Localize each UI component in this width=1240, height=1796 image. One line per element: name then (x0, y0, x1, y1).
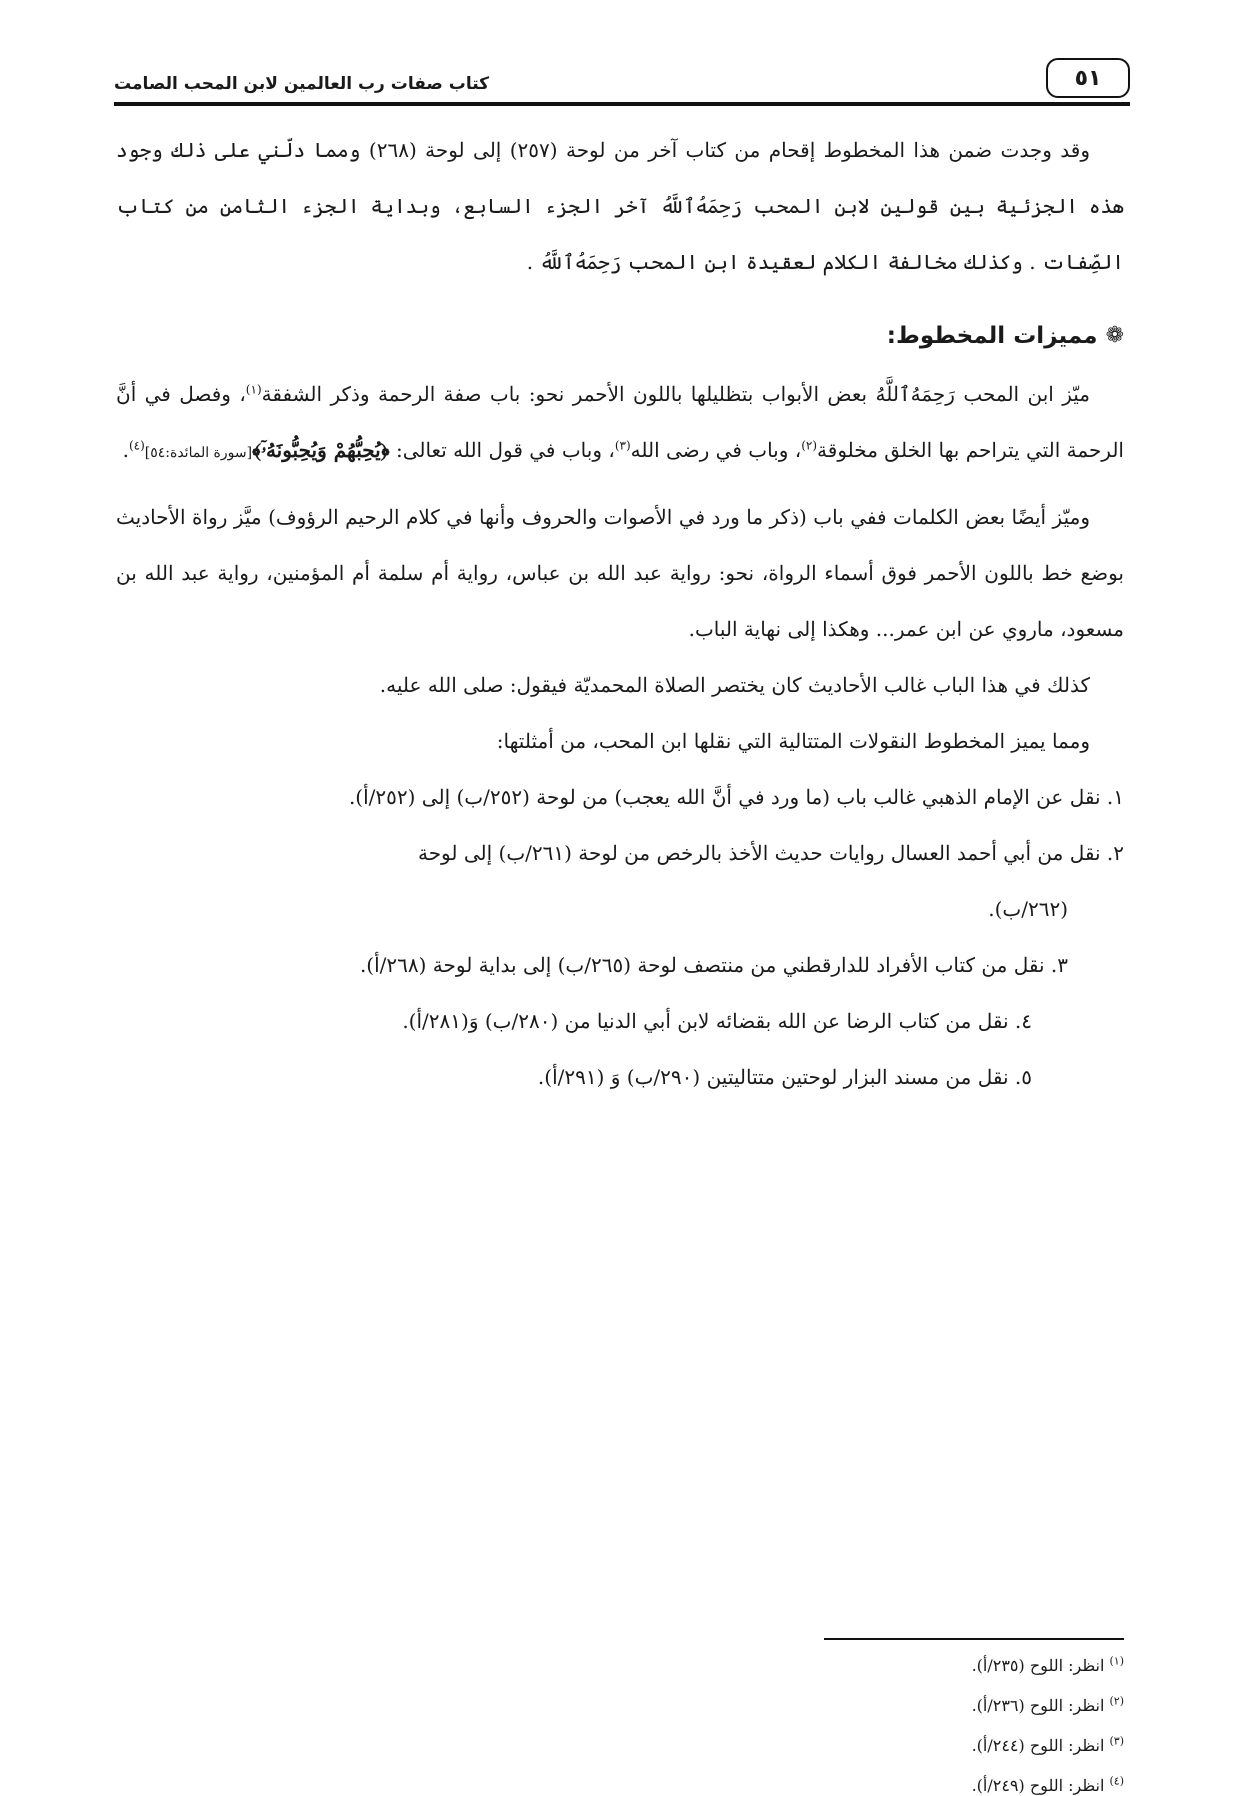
footnote-3 (972, 1736, 1124, 1756)
running-header (114, 54, 1130, 110)
main-text (116, 122, 1124, 1105)
intro-paragraph: وقد وجدت ضمن هذا المخطوط إقحام من كتاب آخر من لوحة (٢٥٧) إلى لوحة (٢٦٨) ومما دلّني على ذلك وجود هذه الجزئية بين قولين لابن المحب رَحِمَهُ‌ٱللَّهُ آخر الجزء السابع، وبداية الجزء الثامن من كتاب الصِّفات . وكذلك مخالفة الكلام لعقيدة ابن المحب رَحِمَهُ‌ٱللَّهُ . (116, 138, 1124, 274)
flower-ornament-icon: ❁ (1105, 323, 1124, 348)
footnote-text: انظر: اللوح (٢٤٩/أ). (971, 1776, 1105, 1795)
section-heading (116, 308, 1124, 364)
list-item: ١. نقل عن الإمام الذهبي غالب باب (ما ورد في أنَّ الله يعجب) من لوحة (٢٥٢/ب) إلى (٢٥٢/أ). (348, 785, 1124, 809)
footnote-mark: (٢) (1109, 1694, 1124, 1708)
features-text-end: . (122, 438, 129, 462)
footnote-ref-3[interactable]: (٣) (614, 438, 631, 453)
footnote-text: انظر: اللوح (٢٤٤/أ). (971, 1736, 1105, 1755)
footnote-ref-2[interactable]: (٢) (801, 438, 818, 453)
footnote-mark: (١) (1109, 1654, 1124, 1668)
footnote-text: انظر: اللوح (٢٣٥/أ). (971, 1656, 1105, 1675)
list-item: ٣. نقل من كتاب الأفراد للدارقطني من منتصف لوحة (٢٦٥/ب) إلى بداية لوحة (٢٦٨/أ). (359, 953, 1068, 977)
footnote-ref-4[interactable]: (٤) (128, 438, 145, 453)
verse-reference: [سورة المائدة:٥٤] (144, 445, 253, 461)
footnote-separator (824, 1638, 1124, 1640)
salat-paragraph: كذلك في هذا الباب غالب الأحاديث كان يختصر الصلاة المحمديّة فيقول: صلى الله عليه. (379, 673, 1090, 697)
narrators-paragraph: وميّز أيضًا بعض الكلمات ففي باب (ذكر ما ورد في الأصوات والحروف وأنها في كلام الرحيم الرؤوف) ميَّز رواة الأحاديث بوضع خط باللون الأحمر فوق أسماء الرواة، نحو: رواية عبد الله بن عباس، رواية أم سلمة أم المؤمنين، رواية عبد الله بن مسعود، ماروي عن ابن عمر... وهكذا إلى نهاية الباب. (116, 505, 1124, 641)
footnote-ref-1[interactable]: (١) (245, 382, 262, 397)
section-heading-text: مميزات المخطوط: (886, 323, 1098, 349)
footnote-4 (972, 1776, 1124, 1796)
list-item: ٢. نقل من أبي أحمد العسال روايات حديث الأخذ بالرخص من لوحة (٢٦١/ب) إلى لوحة (417, 841, 1124, 865)
running-title: كتاب صفات رب العالمين لابن المحب الصامت (114, 74, 490, 94)
footnote-text: انظر: اللوح (٢٣٦/أ). (971, 1696, 1105, 1715)
features-text-c: ، وباب في رضى الله (630, 438, 802, 462)
features-paragraph (116, 366, 1124, 481)
list-item-continuation: (٢٦٢/ب). (988, 897, 1068, 921)
quran-verse: ﴿يُحِبُّهُمْ وَيُحِبُّونَهُۥٓ﴾ (252, 438, 390, 462)
footnote-mark: (٤) (1109, 1774, 1124, 1788)
footnote-mark: (٣) (1109, 1734, 1124, 1748)
header-rule (114, 102, 1130, 106)
list-item: ٤. نقل من كتاب الرضا عن الله بقضائه لابن أبي الدنيا من (٢٨٠/ب) وَ(٢٨١/أ). (402, 1009, 1032, 1033)
features-text-a: ميّز ابن المحب رَحِمَهُ‌ٱللَّهُ بعض الأبواب بتظليلها باللون الأحمر نحو: باب صفة الرحمة وذكر الشفقة (261, 382, 1090, 406)
quotations-intro: ومما يميز المخطوط النقولات المتتالية التي نقلها ابن المحب، من أمثلتها: (496, 729, 1090, 753)
footnote-1 (972, 1656, 1124, 1676)
footnote-2 (972, 1696, 1124, 1716)
list-item: ٥. نقل من مسند البزار لوحتين متتاليتين (٢٩٠/ب) وَ (٢٩١/أ). (537, 1065, 1032, 1089)
page-number: ٥١ (1046, 58, 1130, 98)
features-text-b: ، وفصل في أنَّ الرحمة التي يتراحم بها الخلق مخلوقة (116, 382, 1124, 462)
features-text-d: ، وباب في قول الله تعالى: (389, 438, 615, 462)
